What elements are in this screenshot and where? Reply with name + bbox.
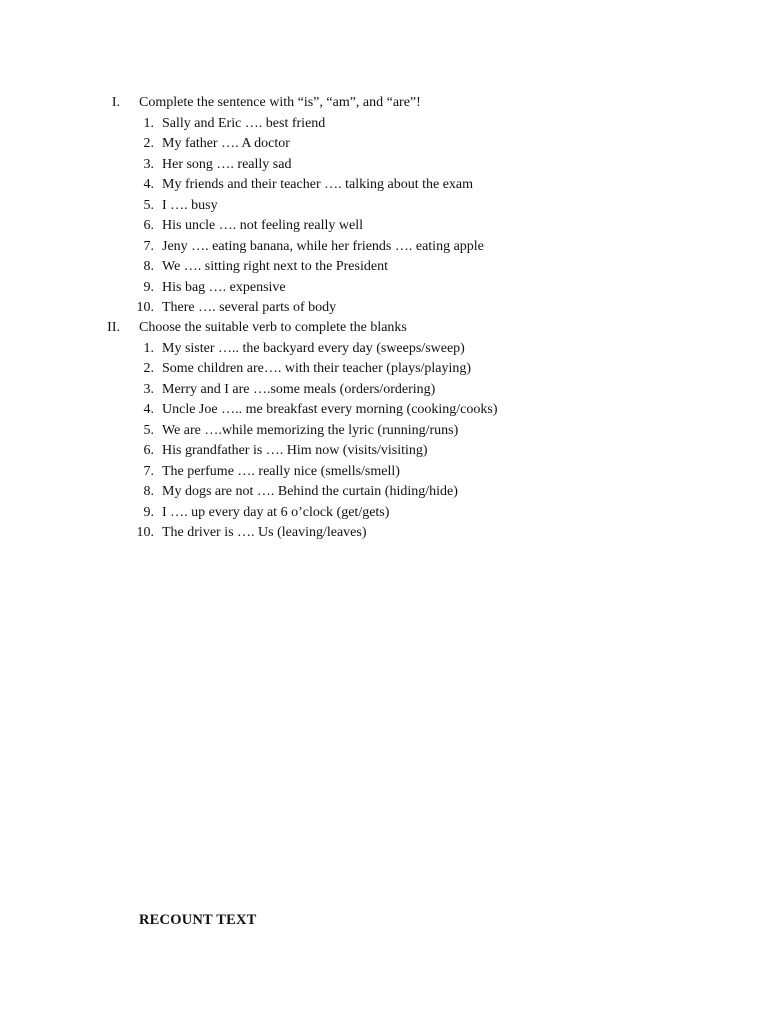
item-number: 4. <box>143 177 154 192</box>
item-number: 10. <box>136 525 154 540</box>
item-text: We are ….while memorizing the lyric (running/runs) <box>162 422 459 438</box>
list-item <box>0 196 768 217</box>
item-text: My dogs are not …. Behind the curtain (hiding/hide) <box>162 484 458 499</box>
item-text: The perfume …. really nice (smells/smell) <box>162 463 400 479</box>
section-2-instruction: Choose the suitable verb to complete the blanks <box>139 320 407 335</box>
list-item <box>0 155 768 176</box>
section-1 <box>0 93 768 319</box>
section-1-heading <box>0 93 768 114</box>
item-text: Uncle Joe ….. me breakfast every morning (cooking/cooks) <box>162 402 498 417</box>
list-item <box>0 114 768 135</box>
item-number: 2. <box>143 136 154 151</box>
item-number: 8. <box>143 484 154 499</box>
item-text: His uncle …. not feeling really well <box>162 218 363 233</box>
item-number: 5. <box>143 197 154 213</box>
list-item <box>0 400 768 421</box>
item-text: His bag …. expensive <box>162 279 286 295</box>
section-2-heading <box>0 318 768 339</box>
item-number: 9. <box>143 504 154 520</box>
item-number: 7. <box>143 463 154 479</box>
item-text: We …. sitting right next to the President <box>162 259 388 274</box>
section-2-numeral: II. <box>107 320 120 335</box>
item-text: The driver is …. Us (leaving/leaves) <box>162 525 367 540</box>
item-text: Some children are…. with their teacher (plays/playing) <box>162 361 472 376</box>
item-number: 8. <box>143 259 154 274</box>
item-text: Sally and Eric …. best friend <box>162 115 326 131</box>
list-item <box>0 503 768 524</box>
item-number: 6. <box>143 443 154 458</box>
item-text: My sister ….. the backyard every day (sweeps/sweep) <box>162 340 465 356</box>
list-item <box>0 134 768 155</box>
list-item <box>0 216 768 237</box>
list-item <box>0 462 768 483</box>
item-number: 7. <box>143 238 154 254</box>
item-text: Jeny …. eating banana, while her friends …. eating apple <box>162 238 484 254</box>
item-number: 6. <box>143 218 154 233</box>
item-text: My father …. A doctor <box>162 136 290 151</box>
item-number: 3. <box>143 381 154 397</box>
item-number: 1. <box>143 115 154 131</box>
list-item <box>0 175 768 196</box>
list-item <box>0 339 768 360</box>
item-number: 5. <box>143 422 154 438</box>
list-item <box>0 237 768 258</box>
list-item <box>0 421 768 442</box>
item-number: 2. <box>143 361 154 376</box>
section-1-numeral: I. <box>111 95 120 110</box>
recount-text-heading: RECOUNT TEXT <box>139 912 257 928</box>
item-number: 3. <box>143 156 154 172</box>
list-item <box>0 278 768 299</box>
list-item <box>0 298 768 319</box>
section-2 <box>0 318 768 544</box>
item-text: Her song …. really sad <box>162 156 292 172</box>
list-item <box>0 482 768 503</box>
item-text: His grandfather is …. Him now (visits/visiting) <box>162 443 428 458</box>
item-text: My friends and their teacher …. talking about the exam <box>162 177 474 192</box>
item-number: 9. <box>143 279 154 295</box>
list-item <box>0 380 768 401</box>
list-item <box>0 523 768 544</box>
list-item <box>0 359 768 380</box>
section-1-instruction: Complete the sentence with “is”, “am”, and “are”! <box>139 95 421 110</box>
item-number: 1. <box>143 340 154 356</box>
item-text: There …. several parts of body <box>162 300 337 315</box>
list-item <box>0 441 768 462</box>
item-text: I …. up every day at 6 o’clock (get/gets) <box>162 504 390 520</box>
item-number: 4. <box>143 402 154 417</box>
item-text: Merry and I are ….some meals (orders/ordering) <box>162 381 436 397</box>
item-number: 10. <box>136 300 154 315</box>
item-text: I …. busy <box>162 197 218 213</box>
list-item <box>0 257 768 278</box>
